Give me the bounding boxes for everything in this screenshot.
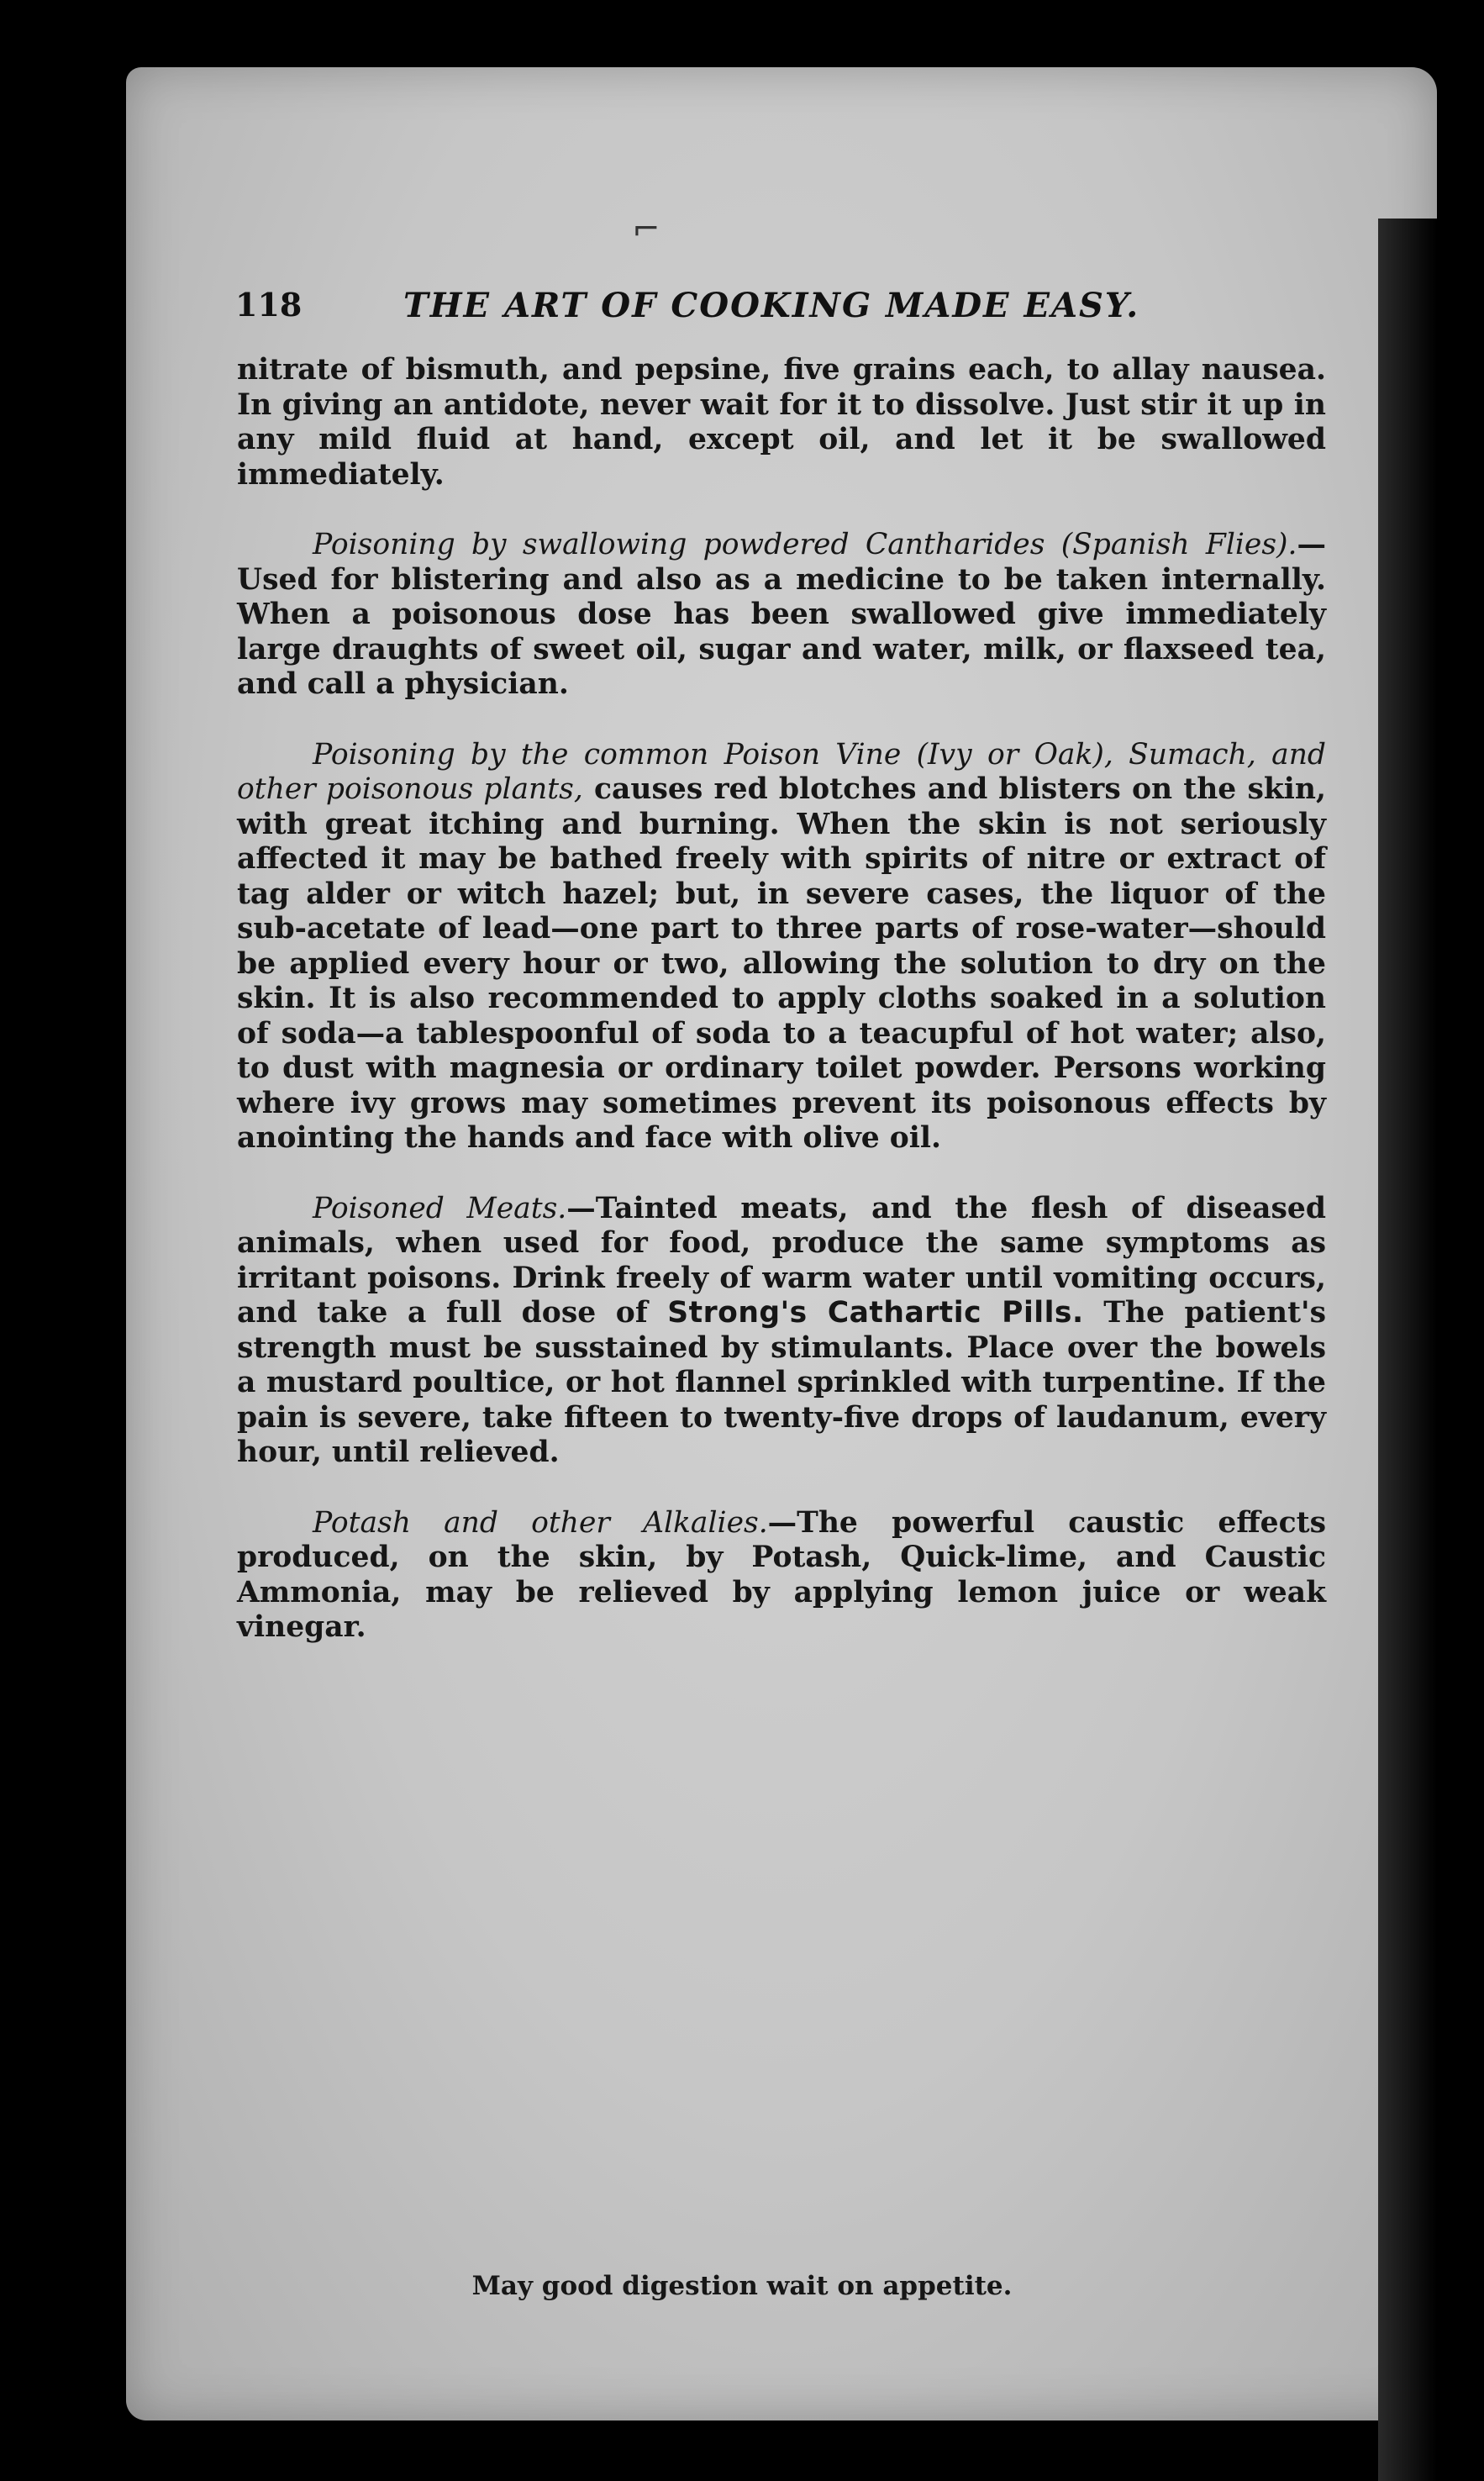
paragraph-text: —The powerful caustic effects produced, on the skin, by Potash, Quick-lime, and Caustic Ammonia, may be relieved by applying lemon juice or weak vinegar. <box>237 1505 1327 1644</box>
paragraph-cantharides <box>237 528 1326 703</box>
paragraph-text: The patient's strength must be susstained by stimulants. Place over the bowels a mustard poultice, or hot flannel sprinkled with turpentine. If the pain is severe, take fifteen to twenty-five drops of laudanum, every hour, until relieved. <box>237 1296 1327 1469</box>
paragraph-heading: Poisoning by the common Poison Vine (Ivy or Oak), Sumach, and other poisonous plants, <box>237 737 1326 806</box>
page-number: 118 <box>235 286 303 324</box>
paragraph-continuation <box>237 353 1326 493</box>
pencil-mark: ⌐ <box>632 210 660 249</box>
paragraph-text: —Used for blistering and also as a medicine to be taken internally. When a poisonous dose has been swallowed give immediately large draughts of sweet oil, sugar and water, milk, or flaxseed tea, and call a physician. <box>237 528 1326 701</box>
paragraph-heading: Potash and other Alkalies. <box>313 1505 768 1540</box>
paragraph-text: —Tainted meats, and the flesh of diseased animals, when used for food, produce the same symptoms as irritant poisons. Drink freely of warm water until vomiting occurs, and take a full dose of <box>237 1191 1326 1330</box>
paragraph-heading: Poisoning by swallowing powdered Cantharides (Spanish Flies). <box>313 528 1297 561</box>
body-text <box>237 353 1326 1681</box>
footer-motto: May good digestion wait on appetite. <box>471 2271 1013 2301</box>
paragraph-poisoned-meats <box>237 1192 1326 1471</box>
paragraph-text: causes red blotches and blisters on the skin, with great itching and burning. When the skin is not seriously affected it may be bathed freely with spirits of nitre or extract of tag alder or witch hazel; but, in severe cases, the liquor of the sub-acetate of lead—one part to three parts of rose-water—should be applied every hour or two, allowing the solution to dry on the skin. It is also recommended to apply cloths soaked in a solution of soda—a tablespoonful of soda to a teacupful of hot water; also, to dust with magnesia or ordinary toilet powder. Persons working where ivy grows may sometimes prevent its poisonous effects by anointing the hands and face with olive oil. <box>237 772 1326 1155</box>
paragraph-poison-vine <box>237 738 1326 1156</box>
running-head <box>235 286 1328 336</box>
book-title: THE ART OF COOKING MADE EASY. <box>403 286 1140 325</box>
paragraph-alkalies <box>237 1506 1326 1646</box>
paragraph-text: nitrate of bismuth, and pepsine, five grains each, to allay nausea. In giving an antidote, never wait for it to dissolve. Just stir it up in any mild fluid at hand, except oil, and let it be swallowed immediately. <box>237 353 1326 492</box>
paragraph-heading: Poisoned Meats. <box>313 1191 567 1225</box>
page-edge-shadow <box>1378 219 1437 2481</box>
brand-name: Strong's Cathartic Pills. <box>667 1296 1084 1330</box>
